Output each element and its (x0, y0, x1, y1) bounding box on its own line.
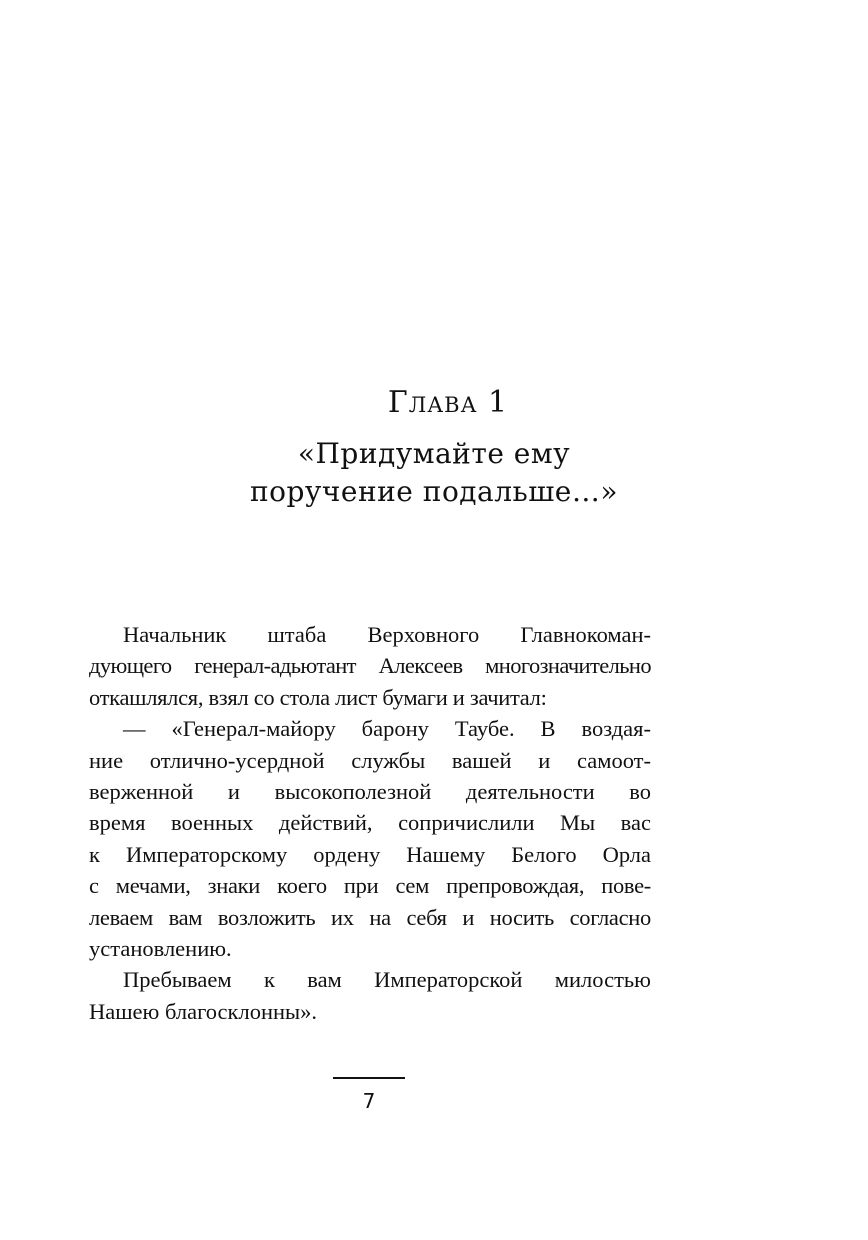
text-line: Пребываем к вам Императорской милостью (123, 967, 651, 993)
text-line: Нашею благосклонны». (89, 998, 318, 1024)
chapter-title-line: «Придумайте ему (297, 437, 571, 470)
text-line: откашлялся, взял со стола лист бумаги и зачитал: (89, 684, 547, 710)
text-line: ние отлично-усердной службы вашей и самоот- (89, 747, 651, 773)
text-line: — «Генерал-майору барону Таубе. В воздая- (123, 716, 651, 742)
text-line: время военных действий, сопричислили Мы вас (89, 810, 651, 836)
chapter-title-line: поручение подальше…» (249, 475, 618, 508)
text-line: верженной и высокополезной деятельности во (89, 778, 651, 804)
text-line: Начальник штаба Верховного Главнокоман- (123, 622, 651, 647)
text-line: с мечами, знаки коего при сем препровождая, пове- (89, 873, 651, 899)
text-line: дующего генерал-адьютант Алексеев многозначительно (89, 653, 651, 679)
chapter-heading (0, 383, 868, 511)
chapter-title (0, 435, 868, 511)
text-line: к Императорскому ордену Нашему Белого Орла (89, 841, 651, 867)
text-line: установлению. (89, 935, 232, 961)
page-number: 7 (362, 1089, 376, 1113)
chapter-label: Глава 1 (387, 385, 509, 420)
body-text (89, 619, 651, 1027)
text-line: леваем вам возложить их на себя и носить согласно (89, 904, 651, 930)
page-number-rule (333, 1077, 405, 1079)
